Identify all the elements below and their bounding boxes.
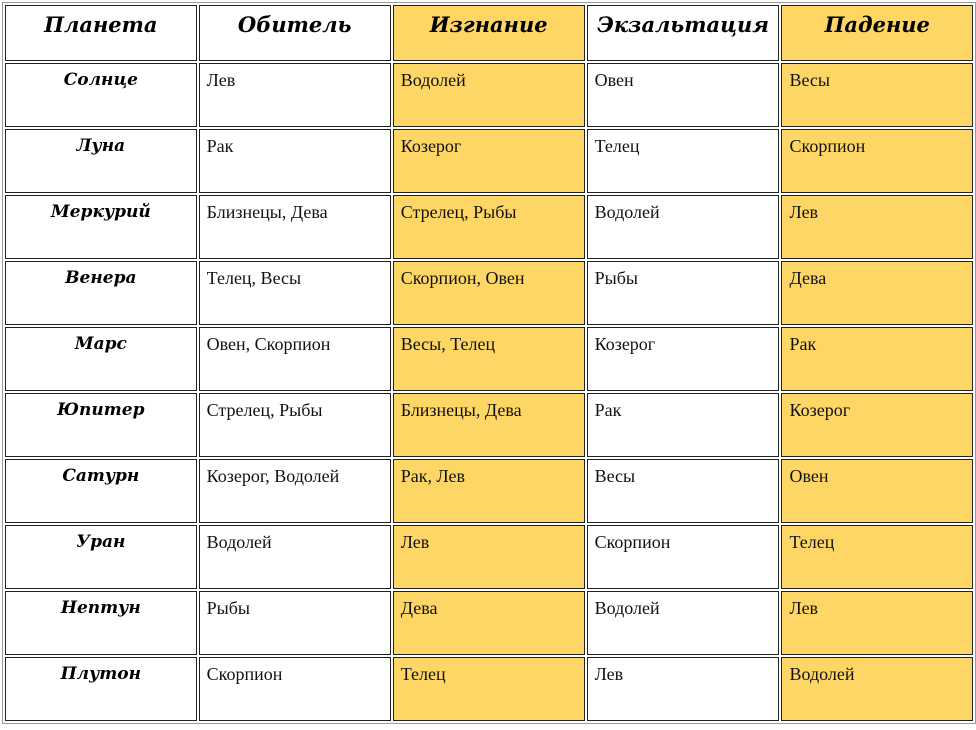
exaltation-cell: Рак (587, 393, 780, 457)
fall-cell: Лев (781, 591, 973, 655)
fall-cell: Телец (781, 525, 973, 589)
domicile-cell: Козерог, Водолей (199, 459, 391, 523)
exaltation-cell: Телец (587, 129, 780, 193)
detriment-cell: Стрелец, Рыбы (393, 195, 585, 259)
table-row (5, 657, 973, 721)
detriment-cell: Близнецы, Дева (393, 393, 585, 457)
detriment-cell: Скорпион, Овен (393, 261, 585, 325)
domicile-cell: Телец, Весы (199, 261, 391, 325)
detriment-cell: Рак, Лев (393, 459, 585, 523)
table-body (5, 5, 973, 721)
header-detriment: Изгнание (393, 5, 585, 61)
table-header-row (5, 5, 973, 61)
fall-cell: Дева (781, 261, 973, 325)
exaltation-cell: Лев (587, 657, 780, 721)
fall-cell: Лев (781, 195, 973, 259)
table-row (5, 195, 973, 259)
fall-cell: Козерог (781, 393, 973, 457)
planet-cell: Нептун (5, 591, 197, 655)
planet-cell: Венера (5, 261, 197, 325)
domicile-cell: Водолей (199, 525, 391, 589)
detriment-cell: Дева (393, 591, 585, 655)
planet-dignities-table-container (2, 2, 976, 724)
table-row (5, 591, 973, 655)
fall-cell: Водолей (781, 657, 973, 721)
exaltation-cell: Весы (587, 459, 780, 523)
detriment-cell: Лев (393, 525, 585, 589)
table-row (5, 393, 973, 457)
exaltation-cell: Овен (587, 63, 780, 127)
fall-cell: Рак (781, 327, 973, 391)
header-planet: Планета (5, 5, 197, 61)
domicile-cell: Близнецы, Дева (199, 195, 391, 259)
detriment-cell: Водолей (393, 63, 585, 127)
exaltation-cell: Козерог (587, 327, 780, 391)
planet-cell: Юпитер (5, 393, 197, 457)
domicile-cell: Лев (199, 63, 391, 127)
header-domicile: Обитель (199, 5, 391, 61)
detriment-cell: Козерог (393, 129, 585, 193)
domicile-cell: Рыбы (199, 591, 391, 655)
fall-cell: Скорпион (781, 129, 973, 193)
table-row (5, 525, 973, 589)
exaltation-cell: Рыбы (587, 261, 780, 325)
fall-cell: Овен (781, 459, 973, 523)
table-row (5, 261, 973, 325)
detriment-cell: Весы, Телец (393, 327, 585, 391)
table-row (5, 327, 973, 391)
header-exaltation: Экзальтация (587, 5, 780, 61)
detriment-cell: Телец (393, 657, 585, 721)
planet-cell: Плутон (5, 657, 197, 721)
table-row (5, 459, 973, 523)
exaltation-cell: Скорпион (587, 525, 780, 589)
domicile-cell: Рак (199, 129, 391, 193)
exaltation-cell: Водолей (587, 195, 780, 259)
domicile-cell: Овен, Скорпион (199, 327, 391, 391)
fall-cell: Весы (781, 63, 973, 127)
table-row (5, 129, 973, 193)
domicile-cell: Стрелец, Рыбы (199, 393, 391, 457)
header-fall: Падение (781, 5, 973, 61)
planet-cell: Сатурн (5, 459, 197, 523)
planet-cell: Марс (5, 327, 197, 391)
planet-cell: Луна (5, 129, 197, 193)
planet-dignities-table (2, 2, 976, 724)
planet-cell: Уран (5, 525, 197, 589)
planet-cell: Меркурий (5, 195, 197, 259)
exaltation-cell: Водолей (587, 591, 780, 655)
table-row (5, 63, 973, 127)
planet-cell: Солнце (5, 63, 197, 127)
domicile-cell: Скорпион (199, 657, 391, 721)
